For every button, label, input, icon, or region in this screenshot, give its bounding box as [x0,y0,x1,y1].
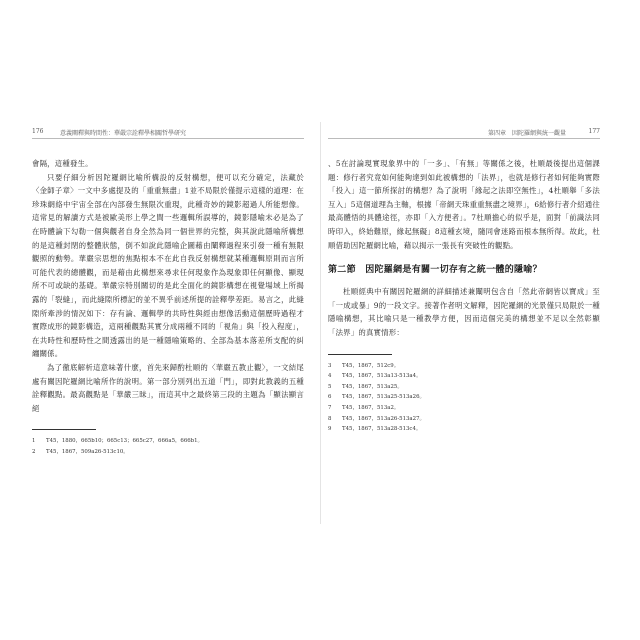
left-page-body [32,157,304,415]
left-footnotes [32,429,304,457]
footnote: 8 T45，1867，513a26-513a27。 [328,415,425,422]
footnote: 1 T45，1880，665b10；665c13；665c27，666a5，666b1。 [32,438,203,445]
left-running-title: 意義闡釋與時間性：華嚴宗詮釋學相關哲學研究 [60,130,187,137]
right-page-body [328,157,600,340]
footnote: 6 T45，1867，513a25-513a26。 [328,394,425,401]
footnote: 3 T45，1867，512c9。 [328,362,400,369]
left-page-number: 176 [32,128,44,135]
left-page-header [32,126,304,139]
paragraph: 會隔，這種發生。 [32,159,93,168]
right-page [328,126,600,435]
footnote-divider [328,354,392,355]
right-page-header [328,126,600,139]
paragraph: 為了徹底解析這意味著什麼，首先來歸酌杜順的〈華嚴五教止觀〉，一文結尾處有關因陀羅網比喻所作的說明。第一部分別列出五道「門」，即對此教義的五種詮釋觀點。最高觀點是「華嚴三昧」，而這其中之最終第三段的主題為「顯法顯言絕 [32,362,304,413]
right-running-title: 第四章 因陀羅網與統一觀量 [487,130,566,137]
right-page-number: 177 [588,128,600,135]
left-page [32,126,304,457]
paragraph: 只要仔細分析因陀羅網比喻所構設的反射構想，便可以充分確定，法藏於〈金師子章〉一文中多處提及的「重重無盡」1並不局限於僅提示這樣的道理：在珍珠網絡中宇宙全部在內部發生無限次重現，此種奇妙的鏡影超過人所能想像。這常見的解讀方式是被歐美形上學之間一些邏輯所誤導的，鏡影隱喻未必是為了在時體論下勾勒一個與觀者自身全然為同一個世界的完整，與其說此隱喻所構想的是這種封閉的整體狀態，倒不如說此隱喻企圖藉由闡釋過程來引發一種有無限觀照的動勢。華嚴宗思想的焦點根本不在此自我反射構想就某種邏輯原則而言所可能代表的總體觀，而是藉由此構想來尋求任何現象作為現象即任何顯像、顯現所不可或缺的基礎。華嚴宗特別關切的是此全面化的鏡影構想在視覺場域上所揭露的「裂縫」，而此縫隙所標記的並不異乎前述所提的詮釋學差距。易言之，此縫隙所牽涉的情況如下：存有論、邏輯學的共時性與經由想像活動這個歷時過程才實際成形的鏡影構造，這兩種觀點其實分成兩種不同的「視角」與「投入程度」，在共時性和歷時性之間透露出的是一種隱喻策略的、全部為基本落差所支配的糾纏關係。 [32,172,304,359]
section-heading: 第二節 因陀羅網是有關一切存有之統一體的隱喻？ [328,265,542,276]
footnote: 7 T45，1867，513a2。 [328,404,400,411]
paragraph: 、5在討論現實現象界中的「一多」、「有無」等關係之後，杜順最後提出這個課題：修行者究竟如何能夠達到如此被構想的「法界」，也就是修行者如何能夠實際「投入」這一節所探討的構想？為了說明「緣起之法即空無性」，4杜順舉「多法互入」5這個道理為主軸，根據「帝網天珠重重無盡之境界」，6給修行者介紹通往最高體悟的具體途徑，亦即「入方便者」。7杜順擔心的似乎是，面對「前識法同時印入，終始難原，緣起無礙」8這種玄境，隨同會迷路而根本無所得。故此，杜順借助因陀羅網比喻，藉以揭示一張長有突破性的觀點。 [328,159,600,250]
footnote-divider [32,429,96,430]
footnote: 9 T45，1867，513a28-513c4。 [328,426,422,433]
book-spine [320,122,321,524]
paragraph: 杜順經典中有關因陀羅網的詳細描述兼闡明包含自「然此帝網皆以寶成」至「一成或暴」9的一段文字。接著作者明文解釋，因陀羅網的光景僅只局限於一種隱喻構想，其比喻只是一種教學方便，因而這個完美的構想並不足以全然彰顯「法界」的真實情形： [328,287,600,337]
footnote: 5 T45，1867，513a25。 [328,383,403,390]
footnote: 4 T45，1867，513a13-513a4。 [328,373,422,380]
right-footnotes [328,354,600,435]
footnote: 2 T45，1867，509a26-513c10。 [32,448,129,455]
